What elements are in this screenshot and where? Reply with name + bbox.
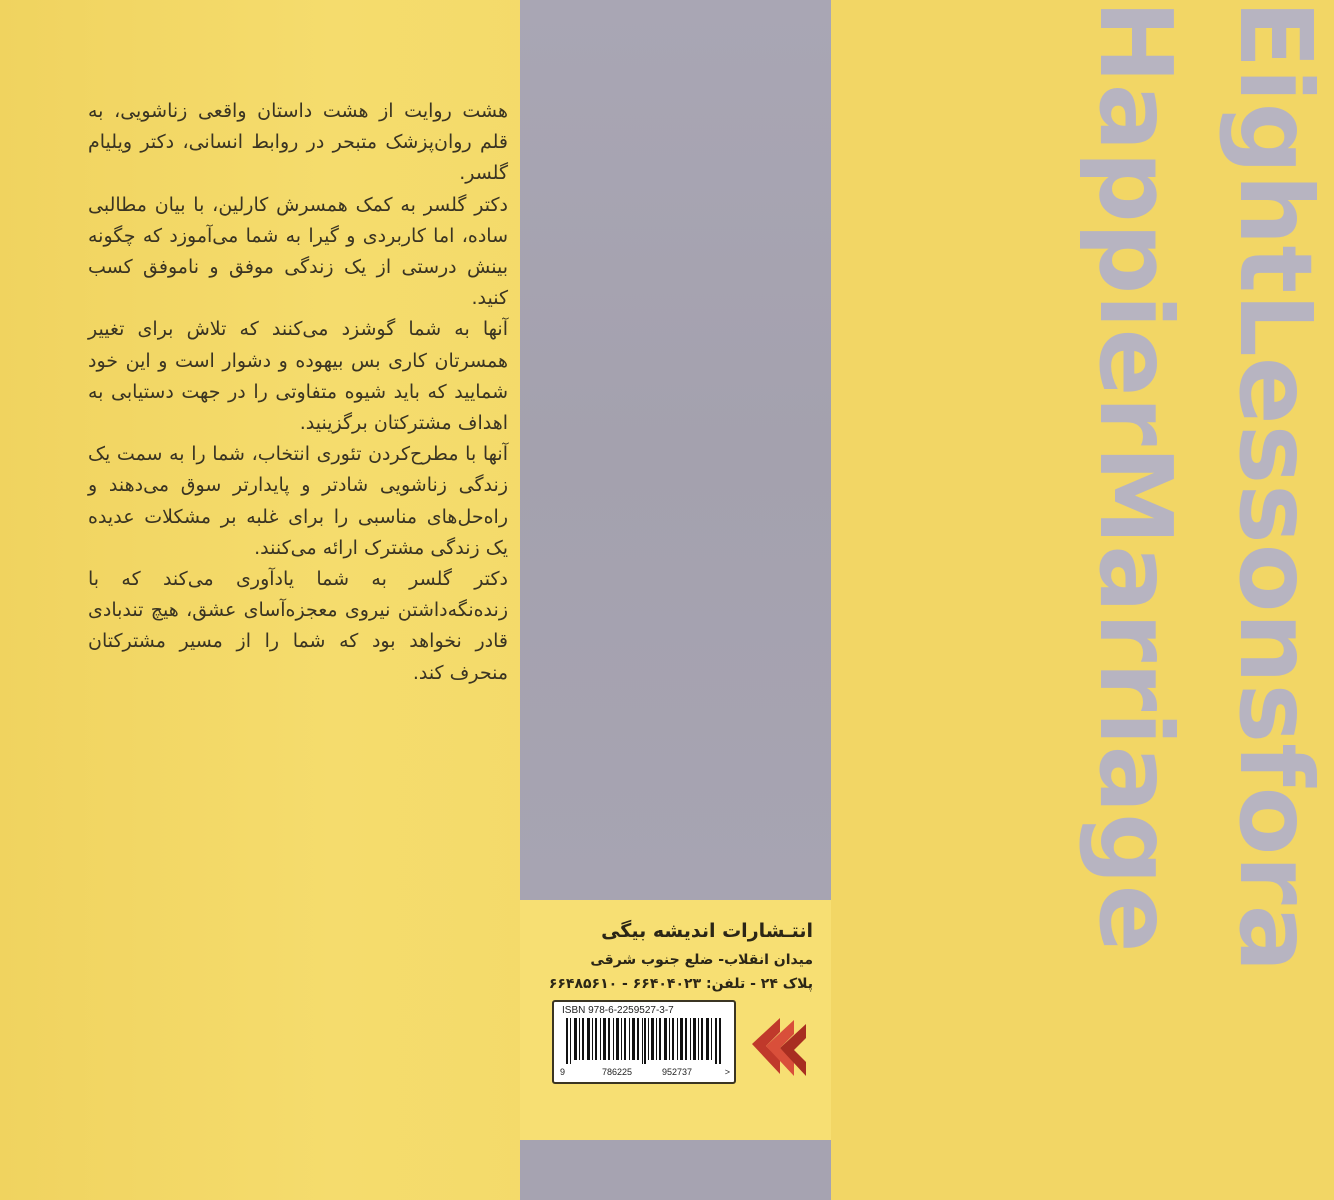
blurb-paragraph: آنها با مطرح‌کردن تئوری انتخاب، شما را به سمت یک زندگی زناشویی شادتر و پایدارتر سوق می‌دهند و راه‌حل‌های مناسبی را برای غلبه بر مشکلات عدیده یک زندگی مشترک ارائه می‌کنند. <box>88 443 508 559</box>
barcode-bars <box>566 1018 722 1064</box>
publisher-box <box>520 900 831 1140</box>
blurb-paragraph: آنها به شما گوشزد می‌کنند که تلاش برای تغییر همسرتان کاری بس بیهوده و دشوار است و این خود شمایید که باید شیوه متفاوتی را در جهت دستیابی به اهداف مشترکتان برگزینید. <box>88 318 508 435</box>
isbn-number: ISBN 978-6-2259527-3-7 <box>562 1005 674 1016</box>
barcode-digit-group-1: 786225 <box>602 1067 633 1077</box>
blurb-paragraph: هشت روایت از هشت داستان واقعی زناشویی، به قلم روان‌پزشک متبحر در روابط انسانی، دکتر ویلیام گلسر. <box>88 100 508 185</box>
isbn-barcode <box>552 1000 736 1084</box>
spine-title-line-1: EightLessonsfora <box>1217 0 1334 973</box>
spine-title-line-2: HappierMarriage <box>1077 0 1194 953</box>
back-cover-blurb <box>88 96 508 689</box>
barcode-digit-prefix: 9 <box>560 1067 566 1077</box>
barcode-digits <box>558 1067 730 1079</box>
publisher-address: میدان انقلاب- ضلع جنوب شرقی <box>590 952 813 968</box>
barcode-digit-suffix: > <box>724 1067 730 1077</box>
publisher-name: انتـشارات اندیشه بیگی <box>601 920 813 942</box>
publisher-logo-icon <box>746 1010 810 1080</box>
blurb-paragraph: دکتر گلسر به کمک همسرش کارلین، با بیان مطالبی ساده، اما کاربردی و گیرا به شما می‌آموزد که چگونه بینش درستی از یک زندگی موفق و ناموفق کسب کنید. <box>88 193 508 310</box>
publisher-phone: پلاک ۲۴ - تلفن: ۶۶۴۰۴۰۲۳ - ۶۶۴۸۵۶۱۰ <box>548 976 813 992</box>
gray-band-bottom <box>520 1140 831 1200</box>
barcode-digit-group-2: 952737 <box>662 1067 693 1077</box>
blurb-paragraph: دکتر گلسر به شما یادآوری می‌کند که با زنده‌نگه‌داشتن نیروی معجزه‌آسای عشق، هیچ تندبادی قادر نخواهد بود که شما را از مسیر مشترکتان منحرف کند. <box>88 568 508 684</box>
